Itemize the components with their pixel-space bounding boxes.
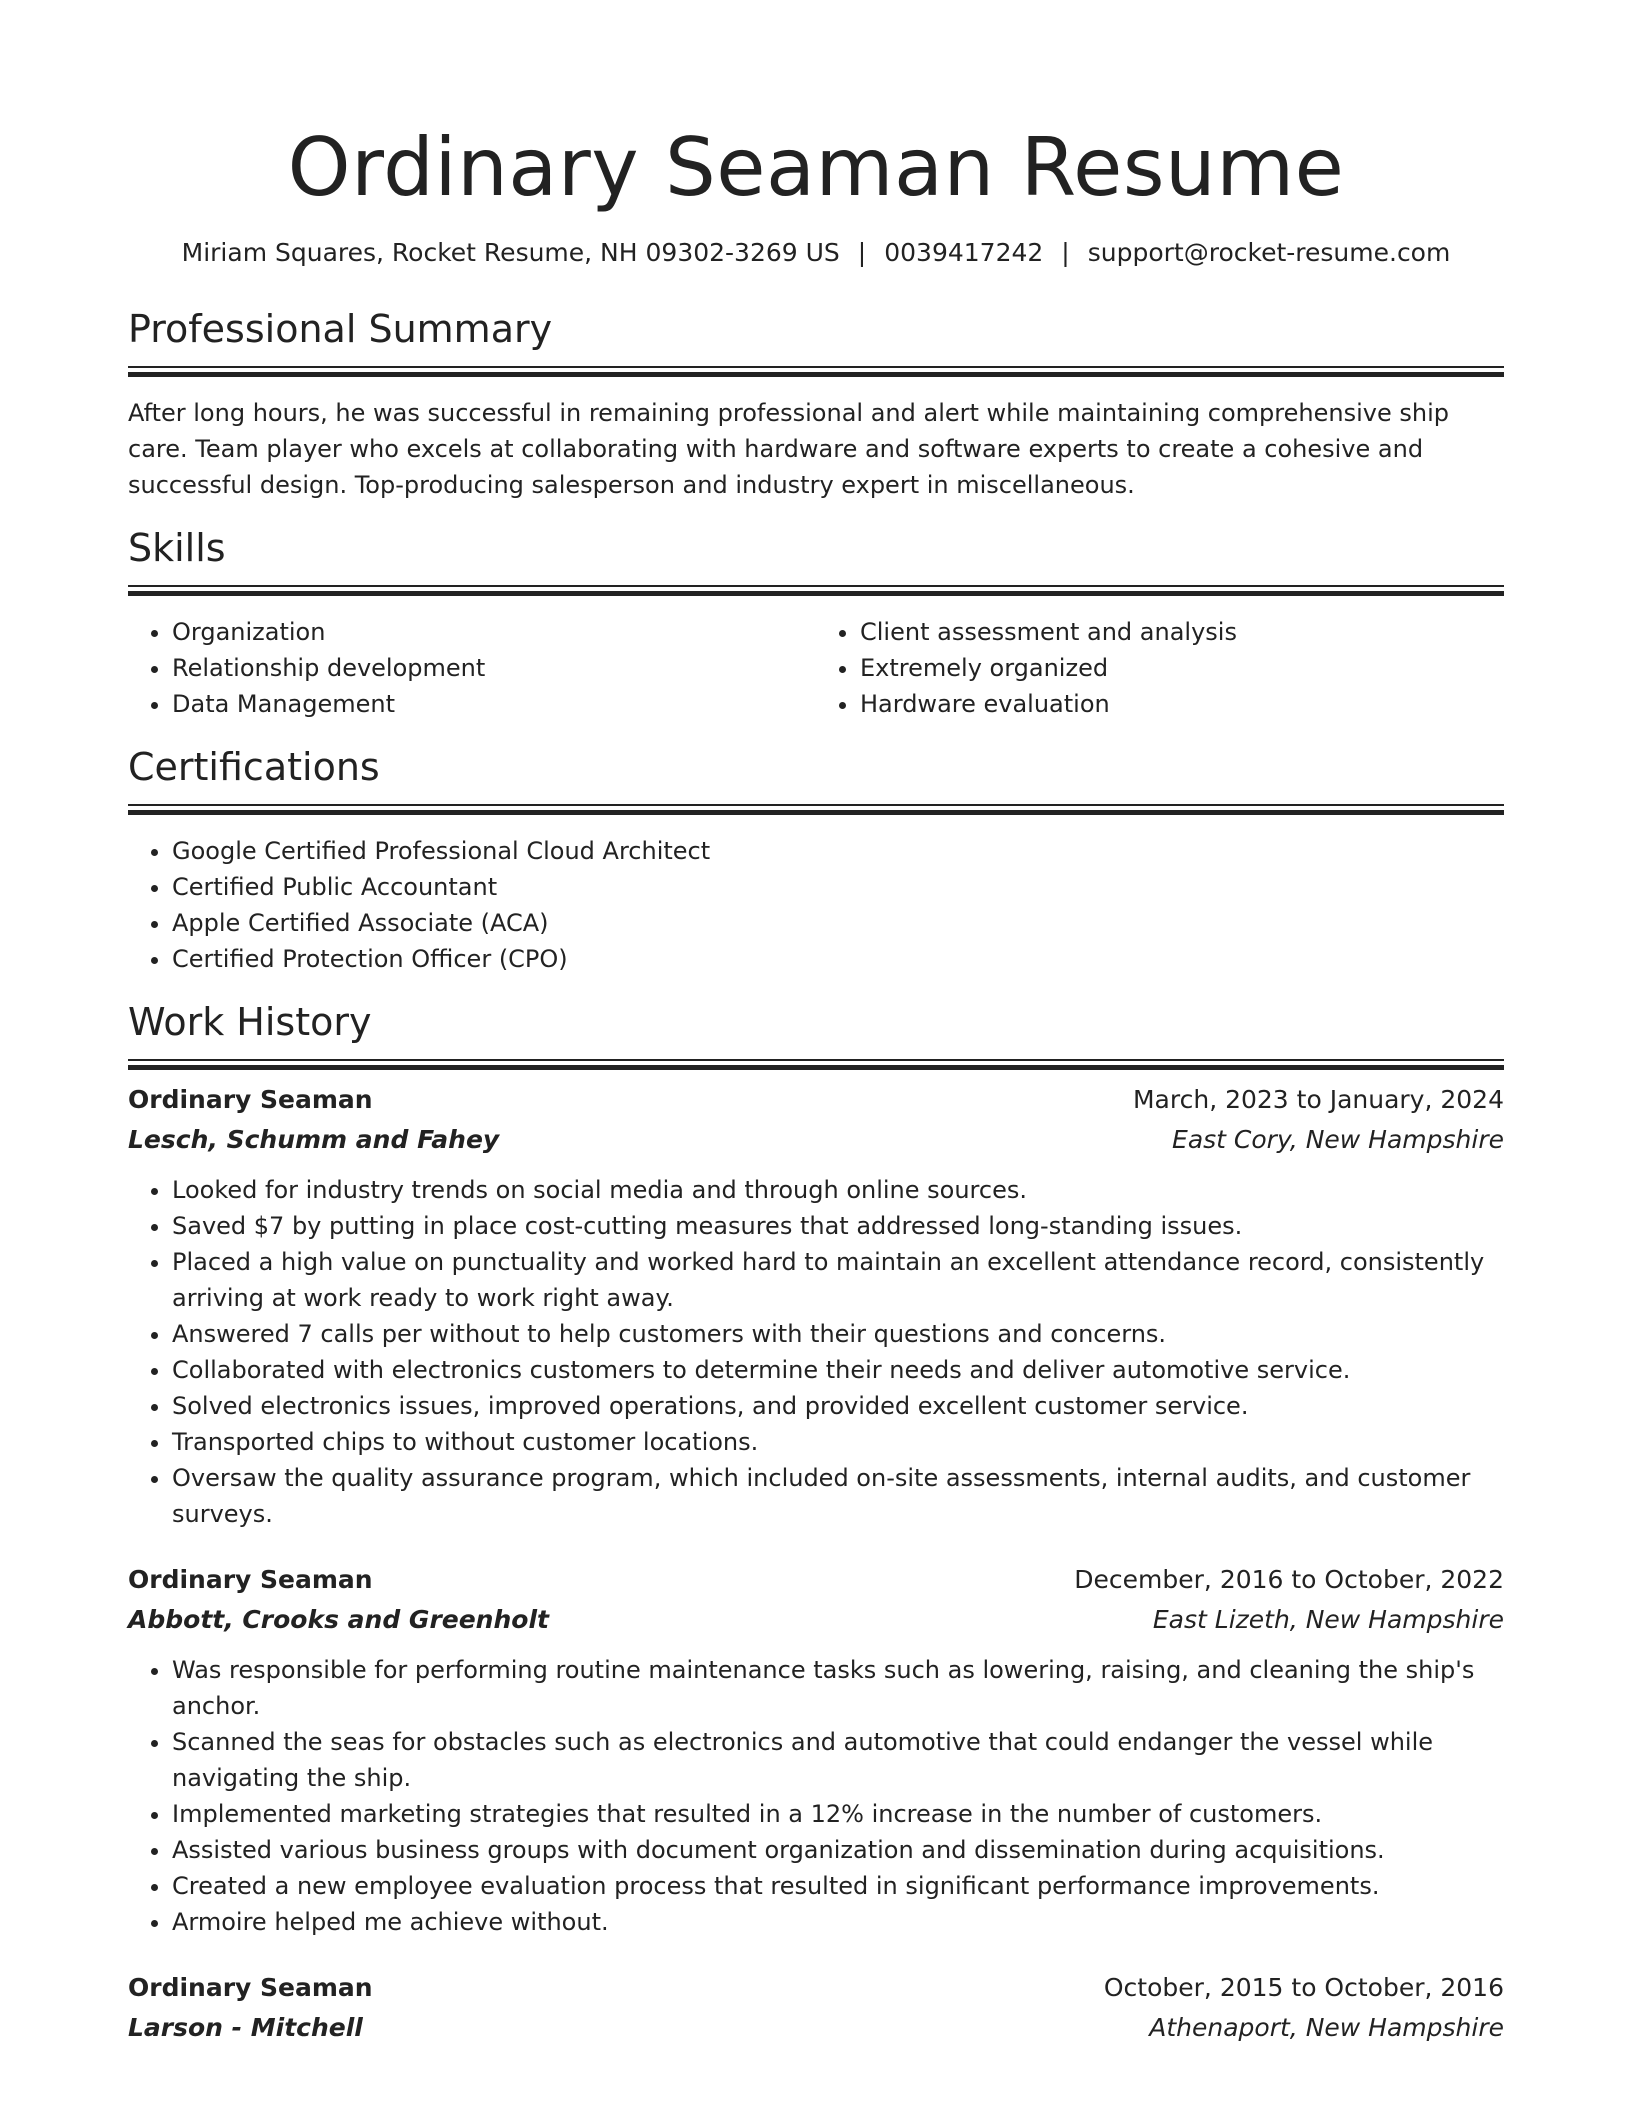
job-company: Abbott, Crooks and Greenholt [128,1605,549,1634]
list-item: • Was responsible for performing routine maintenance tasks such as lowering, raising, and cleaning the ship's anchor. [172,1652,1504,1724]
list-item: • Hardware evaluation [860,686,1504,722]
job-location: East Cory, New Hampshire [1172,1125,1504,1154]
job-subheader [128,1600,1504,1640]
section-heading: Professional Summary [128,307,553,351]
resume-title: Ordinary Seaman Resume [287,121,1345,214]
list-item: • Certified Protection Officer (CPO) [172,941,1504,977]
job-company: Lesch, Schumm and Fahey [128,1125,500,1154]
list-item: • Transported chips to without customer locations. [172,1424,1504,1460]
list-item: • Placed a high value on punctuality and worked hard to maintain an excellent attendance record, consistently arriving at work ready to work right away. [172,1244,1504,1316]
job-company: Larson - Mitchell [128,2013,363,2042]
job-header [128,1560,1504,1600]
list-item: • Client assessment and analysis [860,614,1504,650]
skills-right-list [816,614,1504,722]
section-heading: Skills [128,526,226,570]
contact-line [128,236,1504,270]
contact-phone: 0039417242 [884,238,1044,267]
job-bullets [128,1172,1504,1532]
list-item: • Armoire helped me achieve without. [172,1904,1504,1940]
list-item: • Data Management [172,686,816,722]
work-history-section [128,997,1504,2048]
section-divider [128,804,1504,815]
job-dates: October, 2015 to October, 2016 [1103,1973,1504,2002]
list-item: • Solved electronics issues, improved operations, and provided excellent customer service. [172,1388,1504,1424]
contact-separator: | [857,238,867,267]
job-subheader [128,1120,1504,1160]
certifications-section [128,742,1504,977]
job-location: Athenaport, New Hampshire [1149,2013,1504,2042]
job-bullets [128,1652,1504,1940]
summary-section [128,304,1504,503]
list-item: • Certified Public Accountant [172,869,1504,905]
list-item: • Google Certified Professional Cloud Architect [172,833,1504,869]
list-item: • Oversaw the quality assurance program, which included on-site assessments, internal audits, and customer surveys. [172,1460,1504,1532]
skills-section [128,523,1504,722]
job-title: Ordinary Seaman [128,1565,373,1594]
job-header [128,1968,1504,2008]
list-item: • Answered 7 calls per without to help customers with their questions and concerns. [172,1316,1504,1352]
job-title: Ordinary Seaman [128,1973,373,2002]
list-item: • Scanned the seas for obstacles such as electronics and automotive that could endanger the vessel while navigating the ship. [172,1724,1504,1796]
job-title: Ordinary Seaman [128,1085,373,1114]
job-dates: March, 2023 to January, 2024 [1132,1085,1504,1114]
list-item: • Implemented marketing strategies that resulted in a 12% increase in the number of customers. [172,1796,1504,1832]
job-entry [128,1080,1504,1532]
list-item: • Extremely organized [860,650,1504,686]
job-location: East Lizeth, New Hampshire [1152,1605,1504,1634]
section-heading: Work History [128,1000,372,1044]
job-header [128,1080,1504,1120]
section-heading: Certifications [128,745,380,789]
skills-left-list [128,614,816,722]
job-dates: December, 2016 to October, 2022 [1074,1565,1504,1594]
list-item: • Apple Certified Associate (ACA) [172,905,1504,941]
list-item: • Assisted various business groups with document organization and dissemination during acquisitions. [172,1832,1504,1868]
list-item: • Organization [172,614,816,650]
job-subheader [128,2008,1504,2048]
skills-columns [128,614,1504,722]
contact-separator: | [1061,238,1070,267]
summary-text: After long hours, he was successful in remaining professional and alert while maintaining comprehensive ship care. Team player who excels at collaborating with hardware and software experts to create a cohesive and successful design. Top-producing salesperson and industry expert in miscellaneous. [128,399,1449,499]
list-item: • Relationship development [172,650,816,686]
contact-address: Miriam Squares, Rocket Resume, NH 09302-3269 US [181,238,840,267]
list-item: • Looked for industry trends on social media and through online sources. [172,1172,1504,1208]
job-entry [128,1560,1504,1940]
list-item: • Collaborated with electronics customers to determine their needs and deliver automotive service. [172,1352,1504,1388]
list-item: • Created a new employee evaluation process that resulted in significant performance improvements. [172,1868,1504,1904]
contact-email[interactable]: support@rocket-resume.com [1087,238,1451,267]
section-divider [128,585,1504,596]
section-divider [128,1059,1504,1070]
list-item: • Saved $7 by putting in place cost-cutting measures that addressed long-standing issues. [172,1208,1504,1244]
job-entry [128,1968,1504,2048]
certifications-list [128,833,1504,977]
section-divider [128,366,1504,377]
